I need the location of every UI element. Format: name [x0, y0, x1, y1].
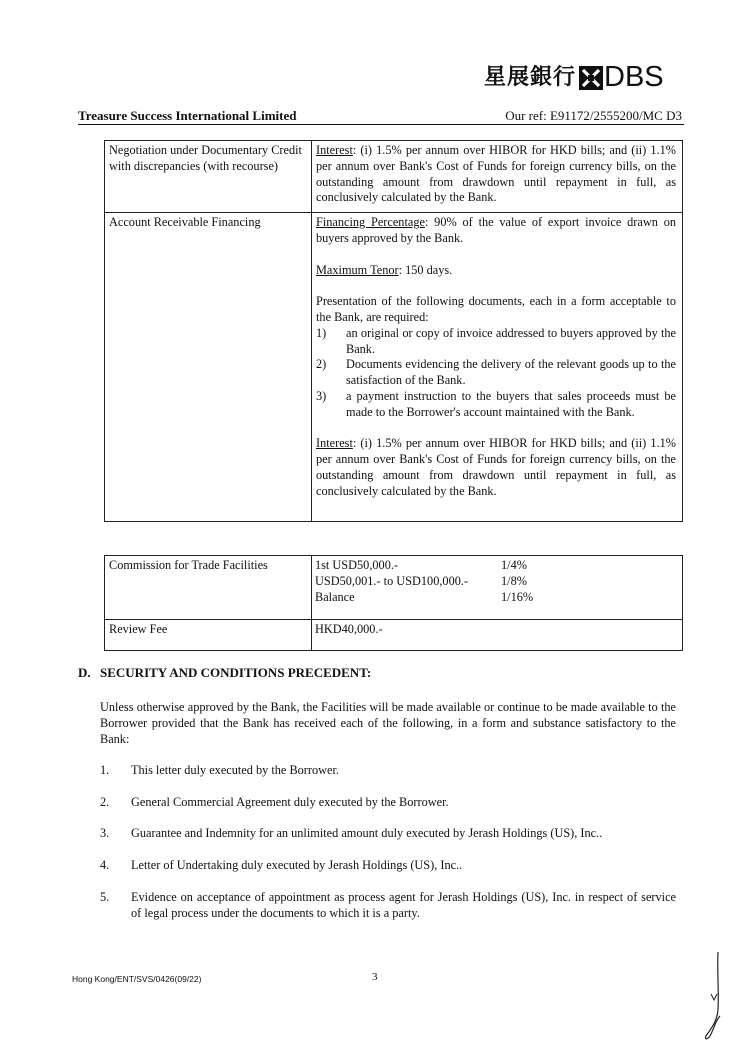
documents-intro: Presentation of the following documents, each in a form acceptable to the Bank, are required:: [316, 294, 676, 324]
condition-item: [100, 826, 676, 842]
condition-number: 4.: [100, 858, 110, 872]
dbs-x-mark-icon: [579, 66, 603, 90]
condition-item: [100, 890, 676, 922]
section-letter: D.: [78, 665, 91, 680]
list-item-number: 2): [316, 357, 327, 372]
commission-row: [315, 558, 676, 574]
table-row: [105, 620, 683, 651]
facility-name-cell: [105, 213, 312, 522]
review-fee-value-cell: [312, 620, 683, 651]
condition-number: 3.: [100, 826, 110, 840]
logo-chinese-text: 星展銀行: [484, 65, 577, 91]
header-rule: [78, 124, 684, 125]
table-row: [105, 141, 683, 213]
section-title: SECURITY AND CONDITIONS PRECEDENT:: [100, 665, 372, 680]
signature-initials-icon: [696, 950, 730, 1042]
financing-percentage-label: Financing Percentage: [316, 215, 425, 230]
reference-number: Our ref: E91172/2555200/MC D3: [505, 108, 682, 123]
facility-terms-cell: [312, 141, 683, 213]
condition-text: Evidence on acceptance of appointment as process agent for Jerash Holdings (US), Inc. in respect of service of legal process under the documents to which it is a party.: [131, 890, 676, 920]
commission-label: Commission for Trade Facilities: [109, 558, 268, 572]
interest-terms: [316, 436, 676, 499]
list-item-text: Documents evidencing the delivery of the relevant goods up to the satisfaction of the Bank.: [346, 357, 676, 388]
condition-number: 2.: [100, 795, 110, 809]
condition-number: 5.: [100, 890, 110, 904]
dbs-logo: [484, 60, 694, 96]
list-item-number: 1): [316, 325, 327, 340]
interest-label: Interest: [316, 143, 353, 157]
company-name: Treasure Success International Limited: [78, 108, 297, 123]
condition-item: [100, 763, 676, 779]
commission-band: USD50,001.- to USD100,000.-: [315, 573, 469, 588]
commission-band: Balance: [315, 589, 355, 604]
condition-text: Letter of Undertaking duly executed by Jerash Holdings (US), Inc..: [131, 858, 463, 872]
condition-item: [100, 858, 676, 874]
condition-text: Guarantee and Indemnity for an unlimited amount duly executed by Jerash Holdings (US), Inc..: [131, 826, 603, 840]
section-heading: [78, 665, 371, 681]
review-fee-label-cell: [105, 620, 312, 651]
interest-label: Interest: [316, 436, 353, 451]
table-row: [105, 556, 683, 620]
condition-item: [100, 795, 676, 811]
list-item: [316, 326, 676, 358]
form-code: Hong Kong/ENT/SVS/0426(09/22): [72, 974, 202, 984]
maximum-tenor-text: : 150 days.: [398, 262, 453, 277]
financing-percentage-text: : 90% of the value of export invoice drawn on buyers approved by the Bank.: [316, 215, 676, 245]
facility-name: Account Receivable Financing: [109, 215, 261, 230]
commission-label-cell: [105, 556, 312, 620]
list-item-text: an original or copy of invoice addressed to buyers approved by the Bank.: [346, 325, 676, 356]
page-number: 3: [372, 971, 378, 983]
maximum-tenor-label: Maximum Tenor: [316, 262, 399, 277]
commission-rate: 1/16%: [501, 589, 534, 604]
facility-name-cell: [105, 141, 312, 213]
facility-name: Negotiation under Documentary Credit with discrepancies (with recourse): [109, 143, 302, 173]
financing-percentage: [316, 215, 676, 247]
list-item: [316, 389, 676, 421]
commission-rates-cell: [312, 556, 683, 620]
interest-text: : (i) 1.5% per annum over HIBOR for HKD bills; and (ii) 1.1% per annum over Bank's Cost of Funds for foreign currency bills, on the outstanding amount from drawdown until repayment in full, as conclusively calculated by the Bank.: [316, 143, 676, 205]
commission-rate: 1/4%: [501, 558, 527, 572]
section-intro: Unless otherwise approved by the Bank, the Facilities will be made available or continue to be made available to the Borrower provided that the Bank has received each of the following, in a form and substance satisfactory to the Bank:: [100, 700, 676, 746]
logo-english-text: DBS: [604, 61, 664, 94]
commission-row: [315, 590, 676, 606]
list-item-text: a payment instruction to the buyers that sales proceeds must be made to the Borrower's account maintained with the Bank.: [346, 388, 676, 419]
review-fee-label: Review Fee: [109, 622, 168, 636]
condition-text: This letter duly executed by the Borrower.: [131, 763, 339, 777]
condition-text: General Commercial Agreement duly executed by the Borrower.: [131, 795, 449, 809]
interest-text: : (i) 1.5% per annum over HIBOR for HKD bills; and (ii) 1.1% per annum over Bank's Cost of Funds for foreign currency bills, on the outstanding amount from drawdown until repayment in full, as conclusively calculated by the Bank.: [316, 436, 676, 498]
facility-terms-cell: [312, 213, 683, 522]
facility-table: [104, 140, 683, 522]
review-fee-value: HKD40,000.-: [315, 622, 383, 636]
condition-number: 1.: [100, 763, 110, 777]
table-row: [105, 213, 683, 522]
commission-band: 1st USD50,000.-: [315, 558, 399, 572]
list-item-number: 3): [316, 388, 327, 403]
commission-rate: 1/8%: [501, 573, 527, 588]
maximum-tenor: [316, 263, 676, 279]
fees-table: [104, 555, 683, 651]
commission-row: [315, 574, 676, 590]
list-item: [316, 357, 676, 389]
